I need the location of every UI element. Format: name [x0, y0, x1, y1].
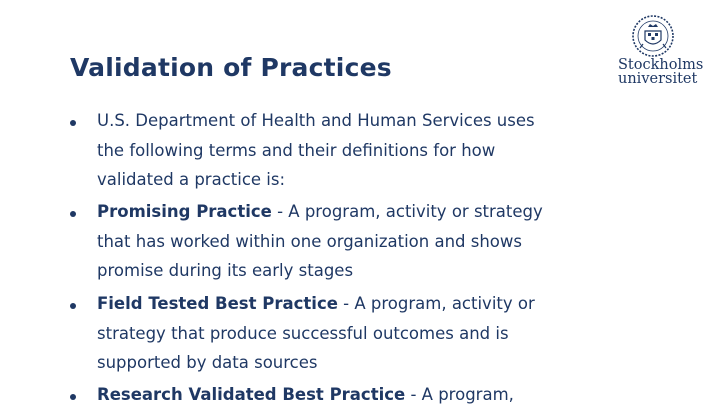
bullet-dot-icon [70, 211, 76, 217]
practice-term: Research Validated Best Practice [97, 385, 406, 404]
practice-term: Field Tested Best Practice [97, 294, 338, 313]
bullet-line: supported by data sources [97, 353, 318, 372]
bullet-line: promise during its early stages [97, 261, 354, 280]
practice-term: Promising Practice [97, 202, 272, 221]
bullet-line: validated a practice is: [97, 170, 286, 189]
logo-line-2: universitet [618, 71, 698, 87]
slide-title: Validation of Practices [70, 53, 392, 82]
definition-text: - A program, activity or strategy [271, 202, 543, 221]
bullet-dot-icon [70, 120, 76, 126]
bullet-dot-icon [70, 394, 76, 400]
bullet-line: strategy that produce successful outcomes and is [97, 323, 509, 343]
bullet-line [97, 203, 597, 233]
definition-text: - A program, [405, 385, 514, 404]
bullet-line [97, 295, 597, 325]
bullet-dot-icon [70, 303, 76, 309]
definition-text: - A program, activity or [337, 294, 535, 313]
bullet-line: the following terms and their definitions for how [97, 140, 496, 160]
logo-line-1: Stockholms [618, 57, 704, 73]
bullet-line: U.S. Department of Health and Human Services uses [97, 111, 535, 130]
bullet-line [97, 386, 597, 416]
bullet-line: that has worked within one organization and shows [97, 231, 522, 251]
